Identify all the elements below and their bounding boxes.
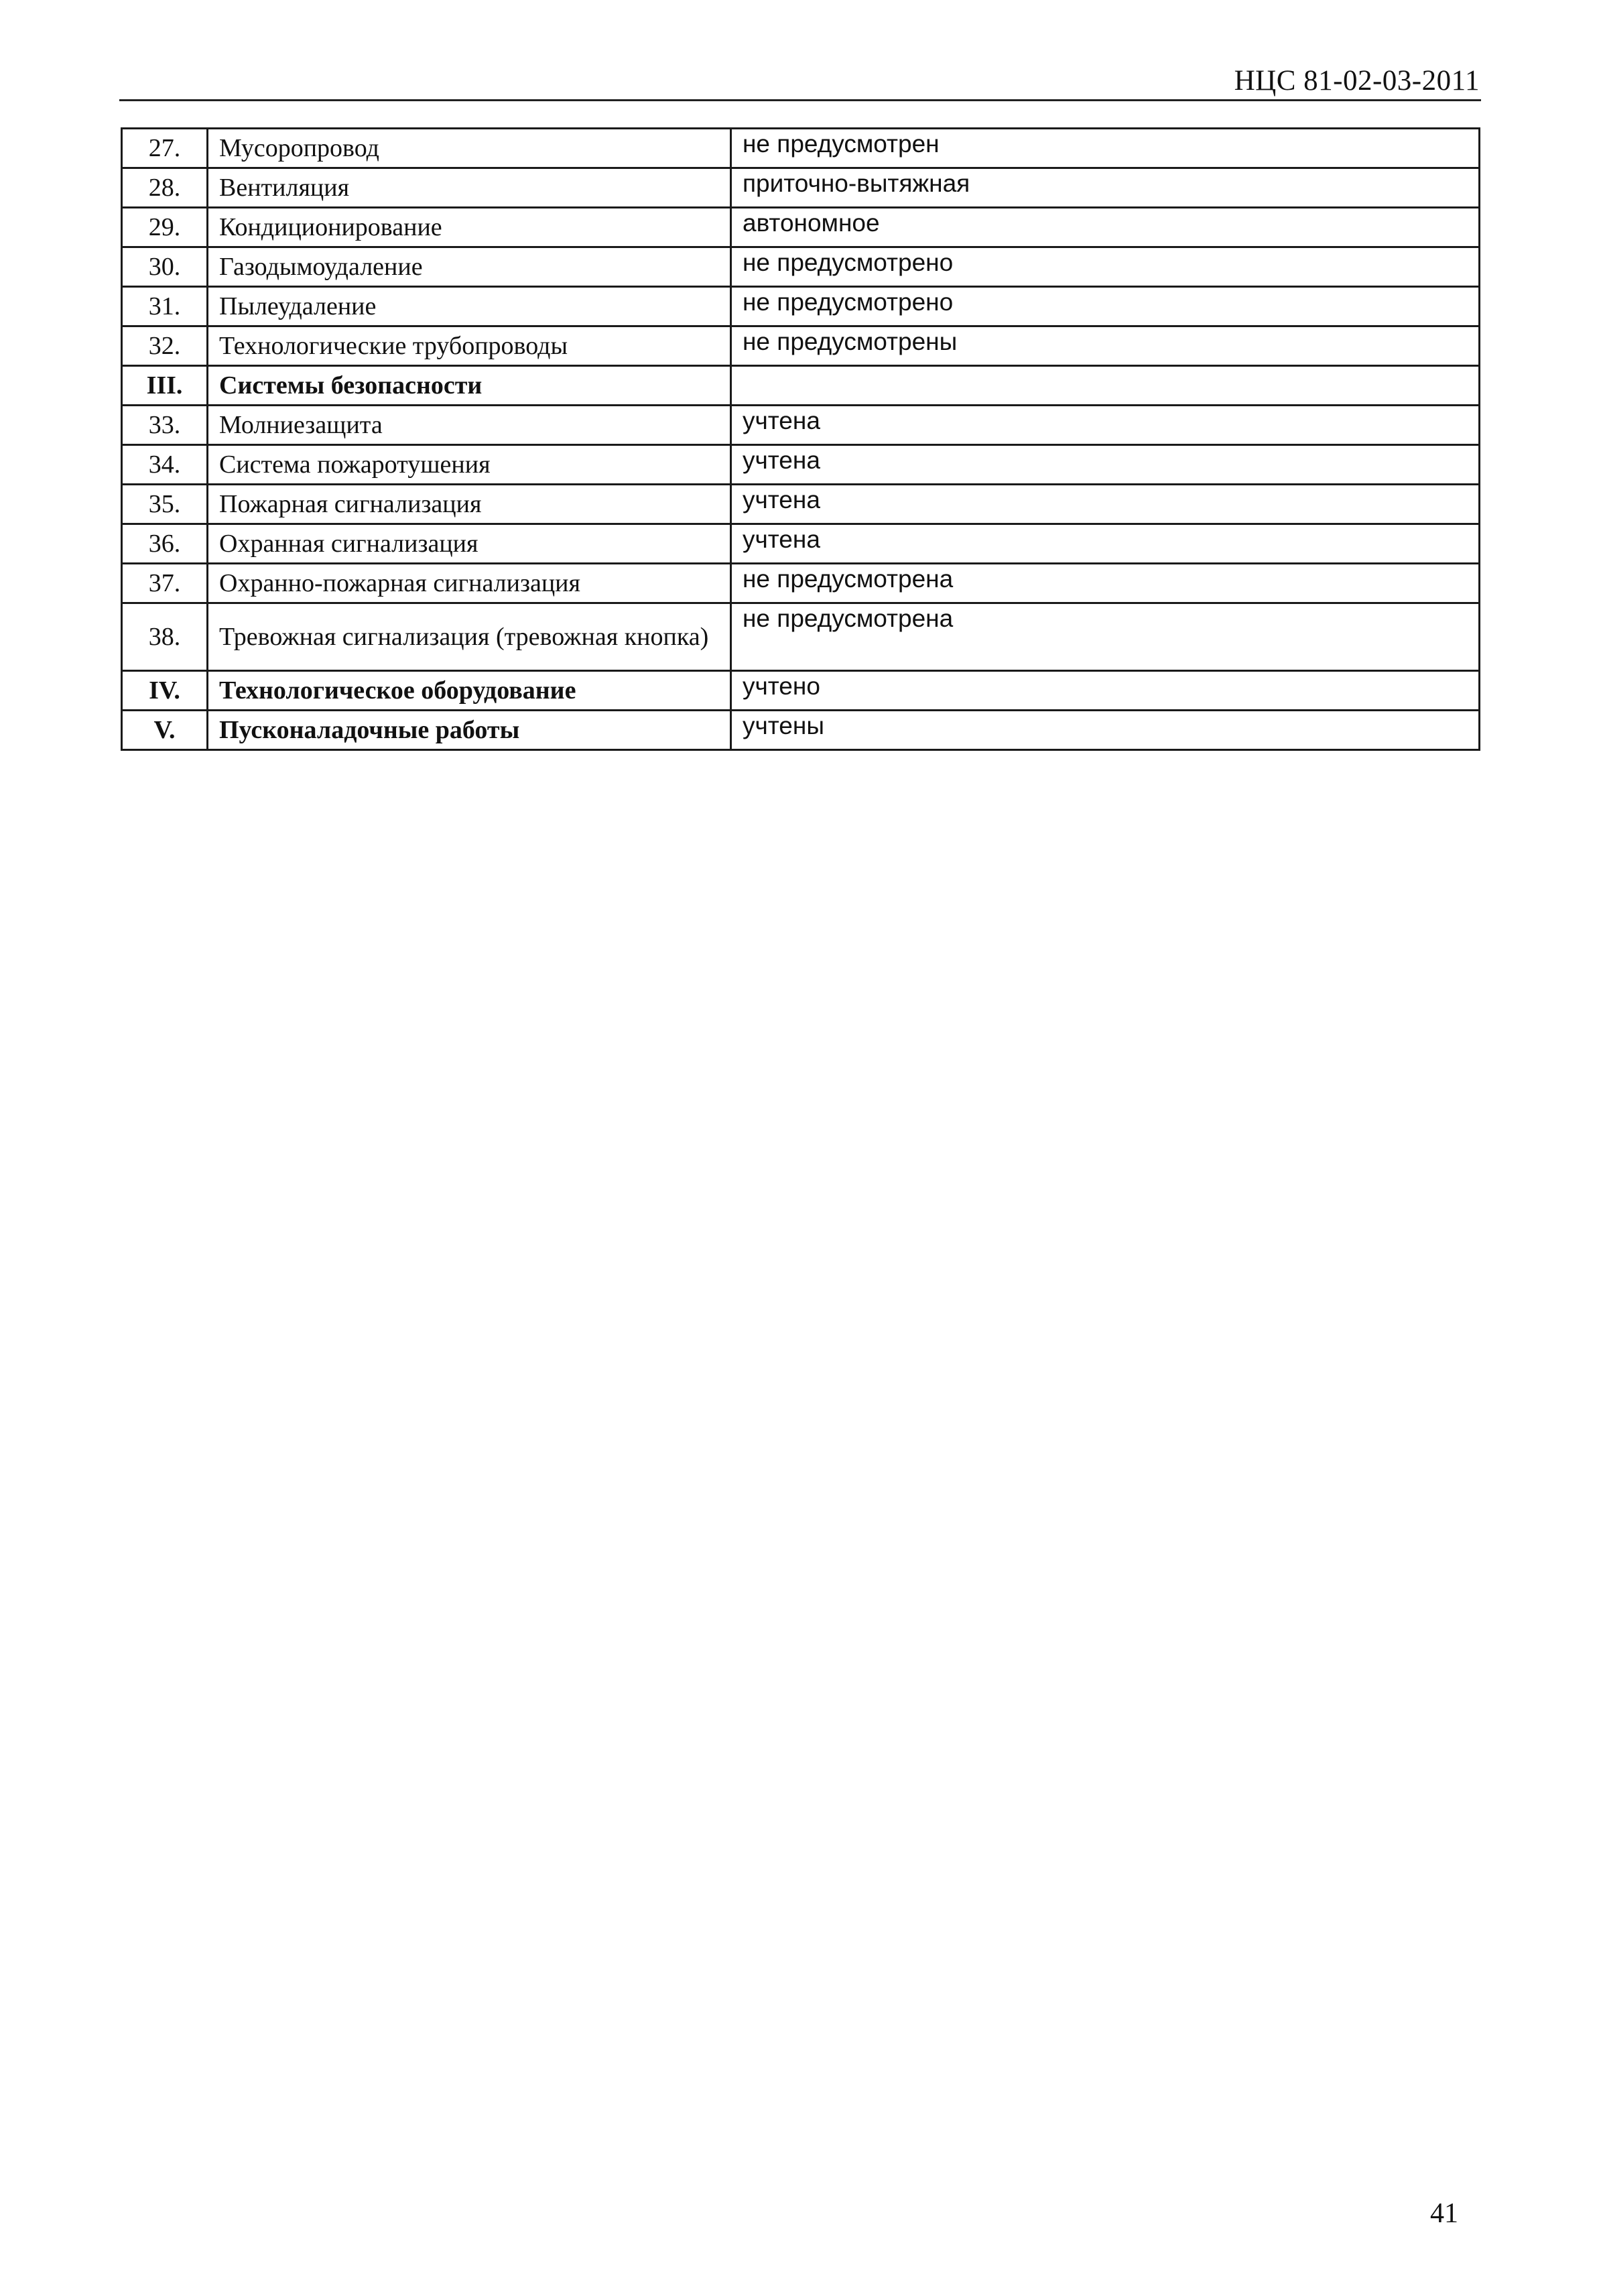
table-row — [122, 208, 1480, 247]
row-name: Газодымоудаление — [208, 247, 731, 287]
row-number: 37. — [122, 564, 208, 603]
row-name: Пылеудаление — [208, 287, 731, 326]
row-number: 31. — [122, 287, 208, 326]
table-row — [122, 564, 1480, 603]
section-number: III. — [122, 366, 208, 406]
table-row — [122, 287, 1480, 326]
header-divider — [119, 99, 1481, 101]
row-name: Охранная сигнализация — [208, 524, 731, 564]
row-name: Тревожная сигнализация (тревожная кнопка) — [208, 603, 731, 671]
row-value: учтена — [731, 485, 1480, 524]
row-value: не предусмотрено — [731, 247, 1480, 287]
section-number: IV. — [122, 671, 208, 711]
row-name: Мусоропровод — [208, 129, 731, 168]
row-number: 29. — [122, 208, 208, 247]
table-row — [122, 129, 1480, 168]
row-name: Кондиционирование — [208, 208, 731, 247]
section-title: Технологическое оборудование — [208, 671, 731, 711]
row-number: 33. — [122, 406, 208, 445]
table-row — [122, 326, 1480, 366]
row-value: не предусмотрена — [731, 603, 1480, 671]
section-title: Пусконаладочные работы — [208, 711, 731, 750]
row-value: учтено — [731, 671, 1480, 711]
section-title: Системы безопасности — [208, 366, 731, 406]
section-number: V. — [122, 711, 208, 750]
row-name: Пожарная сигнализация — [208, 485, 731, 524]
row-value: учтены — [731, 711, 1480, 750]
table-row — [122, 485, 1480, 524]
row-name: Вентиляция — [208, 168, 731, 208]
row-value: не предусмотрены — [731, 326, 1480, 366]
row-number: 34. — [122, 445, 208, 485]
section-row — [122, 711, 1480, 750]
table-row — [122, 603, 1480, 671]
row-value: учтена — [731, 524, 1480, 564]
specification-table — [121, 127, 1480, 751]
row-number: 38. — [122, 603, 208, 671]
table-row — [122, 168, 1480, 208]
row-value: не предусмотрено — [731, 287, 1480, 326]
document-code: НЦС 81-02-03-2011 — [1234, 65, 1480, 97]
row-number: 30. — [122, 247, 208, 287]
row-value: не предусмотрен — [731, 129, 1480, 168]
table-row — [122, 524, 1480, 564]
page-number: 41 — [1430, 2198, 1458, 2229]
row-number: 27. — [122, 129, 208, 168]
row-name: Система пожаротушения — [208, 445, 731, 485]
row-value: учтена — [731, 445, 1480, 485]
row-number: 35. — [122, 485, 208, 524]
row-name: Молниезащита — [208, 406, 731, 445]
row-name: Охранно-пожарная сигнализация — [208, 564, 731, 603]
table-row — [122, 247, 1480, 287]
row-value: приточно-вытяжная — [731, 168, 1480, 208]
table-row — [122, 445, 1480, 485]
row-number: 36. — [122, 524, 208, 564]
section-row — [122, 671, 1480, 711]
row-number: 32. — [122, 326, 208, 366]
row-value: автономное — [731, 208, 1480, 247]
row-value: не предусмотрена — [731, 564, 1480, 603]
row-value: учтена — [731, 406, 1480, 445]
row-value — [731, 366, 1480, 406]
row-number: 28. — [122, 168, 208, 208]
table-row — [122, 406, 1480, 445]
row-name: Технологические трубопроводы — [208, 326, 731, 366]
section-row — [122, 366, 1480, 406]
